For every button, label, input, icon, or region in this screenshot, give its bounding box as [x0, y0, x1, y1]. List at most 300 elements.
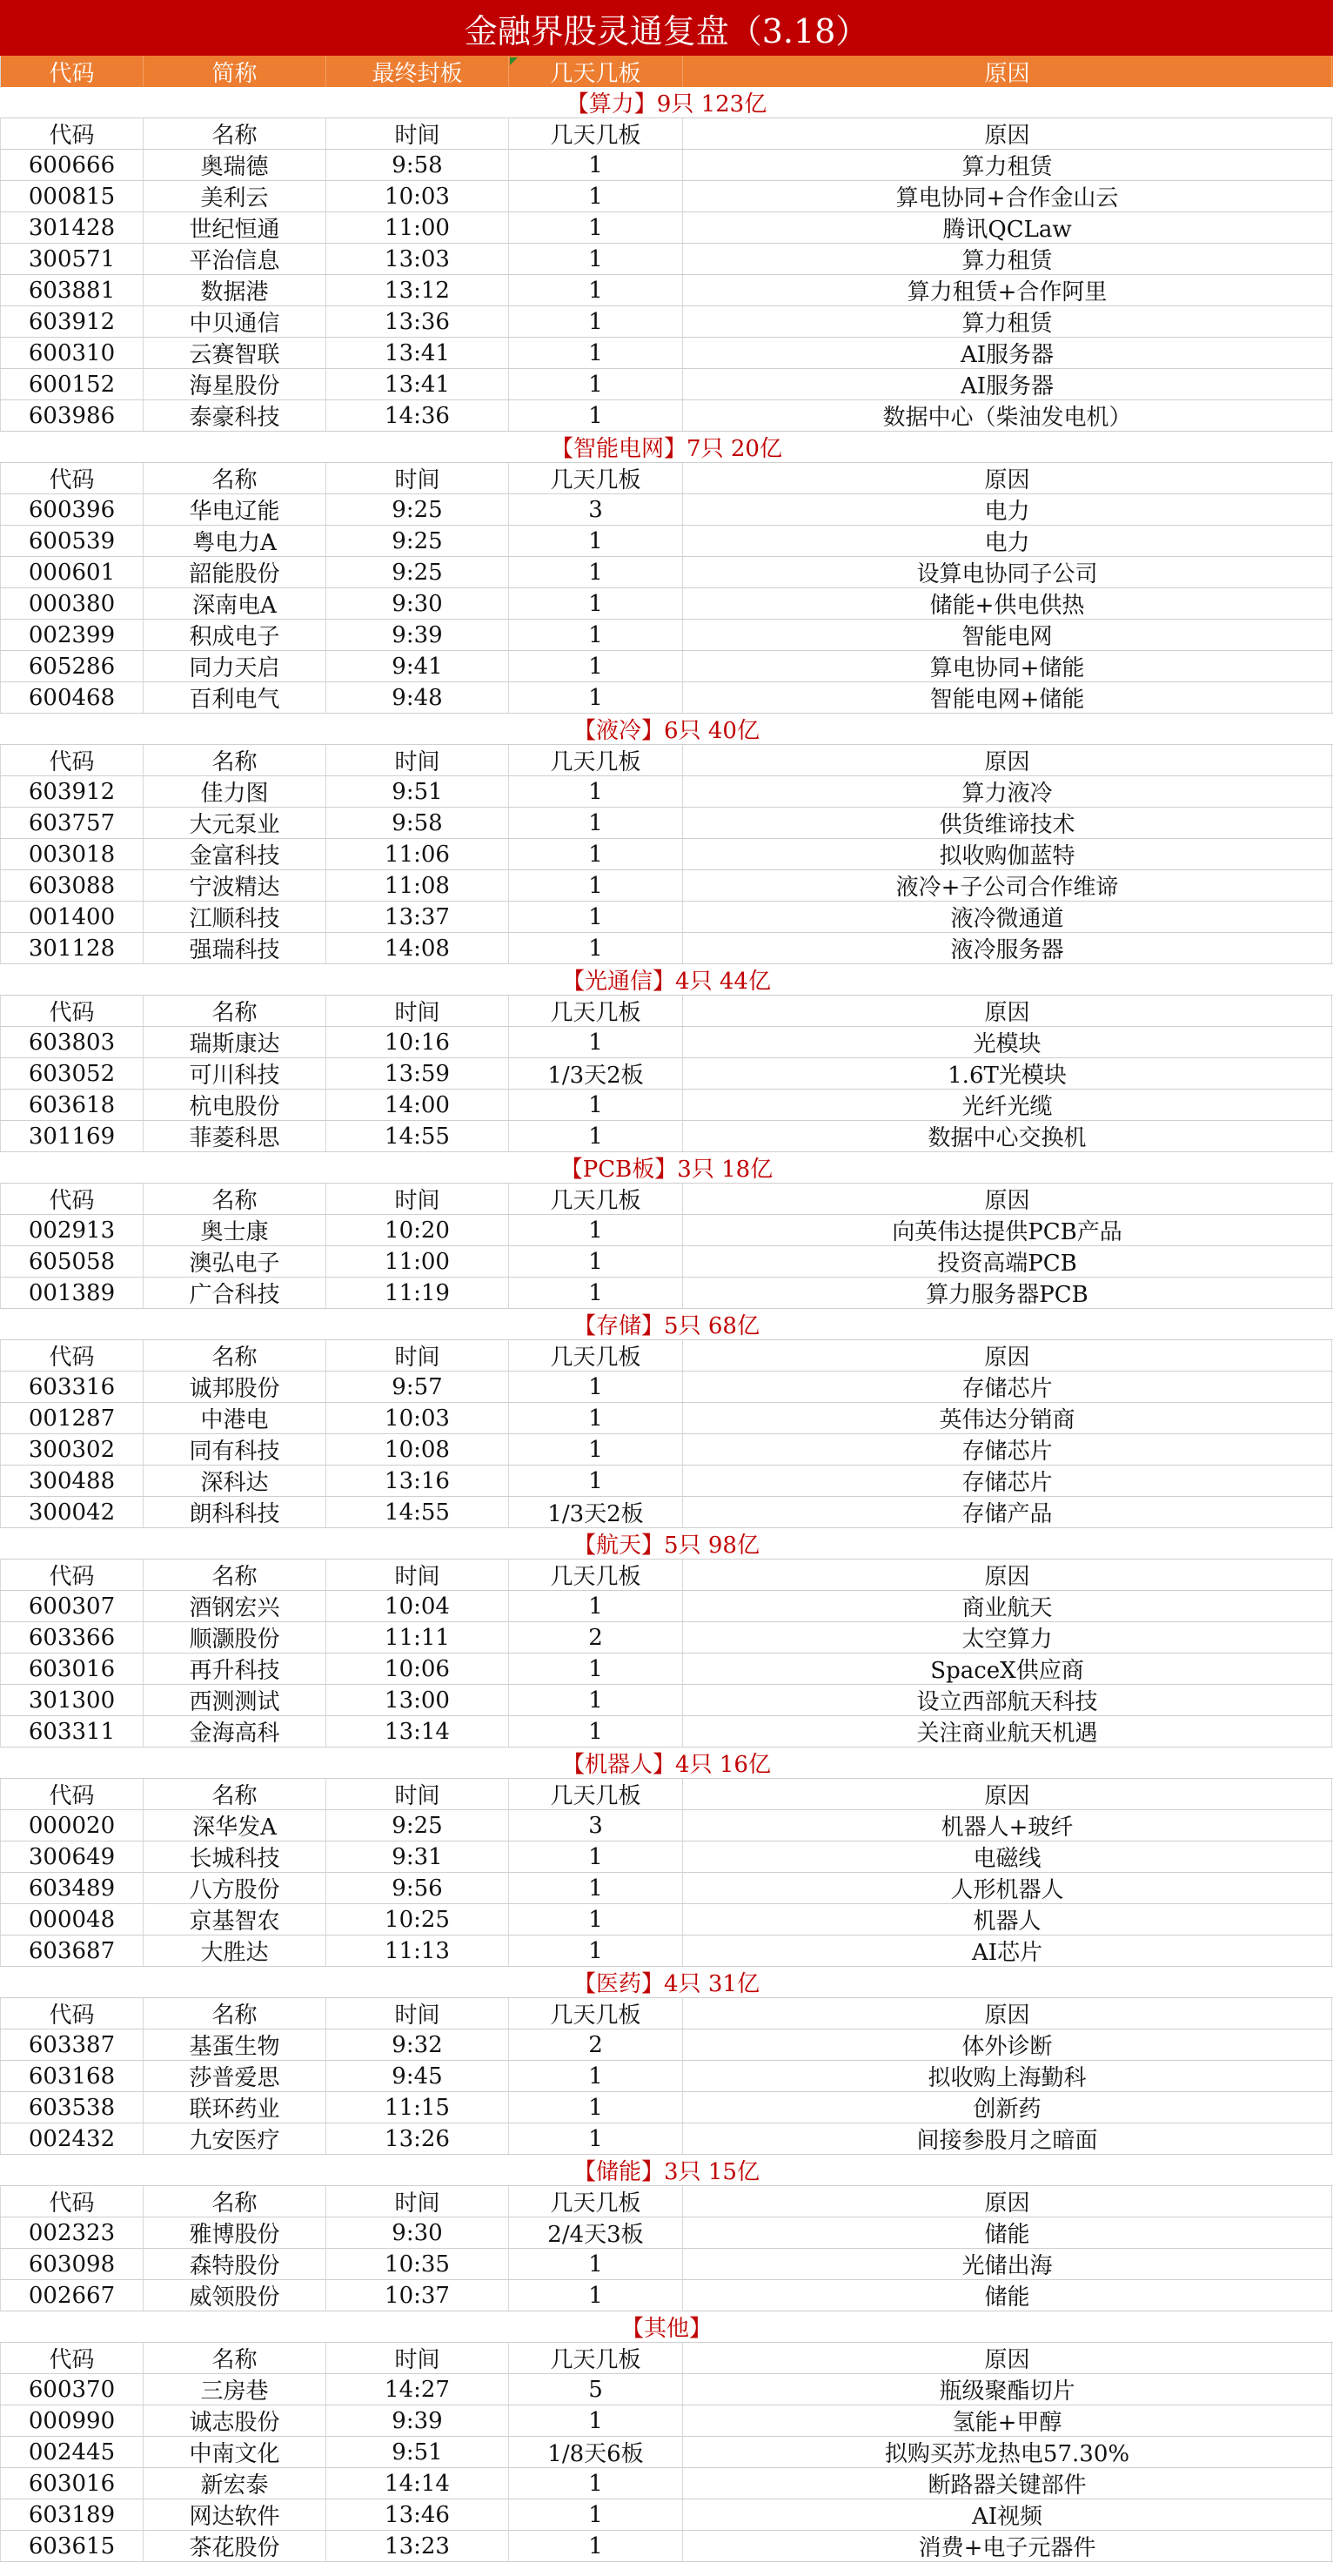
reason-cell: 算力租赁	[683, 244, 1332, 274]
header-board-count: 几天几板	[509, 56, 683, 87]
subheader-board-count: 几天几板	[509, 1998, 683, 2029]
name-cell: 菲菱科思	[144, 1121, 326, 1151]
sector-column-header	[0, 996, 1333, 1027]
code-cell: 600310	[0, 338, 144, 368]
name-cell: 深华发A	[144, 1810, 326, 1841]
code-cell: 603052	[0, 1058, 144, 1089]
name-cell: 平治信息	[144, 244, 326, 274]
reason-cell: 创新药	[683, 2092, 1332, 2123]
subheader-board-count: 几天几板	[509, 1340, 683, 1371]
name-cell: 顺灏股份	[144, 1622, 326, 1653]
subheader-code: 代码	[0, 2186, 144, 2217]
time-cell: 13:26	[326, 2123, 509, 2154]
time-cell: 11:13	[326, 1935, 509, 1966]
board-count-cell: 1	[509, 870, 683, 901]
board-count-cell: 1	[509, 682, 683, 713]
name-cell: 大胜达	[144, 1935, 326, 1966]
reason-cell: 算力液冷	[683, 776, 1332, 807]
board-count-cell: 1	[509, 244, 683, 274]
table-row	[0, 1215, 1333, 1246]
board-count-cell: 1	[509, 526, 683, 556]
subheader-name: 名称	[144, 463, 326, 493]
name-cell: 诚邦股份	[144, 1372, 326, 1402]
board-count-cell: 1	[509, 275, 683, 305]
name-cell: 长城科技	[144, 1841, 326, 1872]
name-cell: 粤电力A	[144, 526, 326, 556]
table-row	[0, 808, 1333, 839]
subheader-reason: 原因	[683, 2343, 1332, 2373]
board-count-cell: 1/3天2板	[509, 1497, 683, 1527]
name-cell: 奥瑞德	[144, 150, 326, 180]
table-row	[0, 181, 1333, 212]
name-cell: 雅博股份	[144, 2217, 326, 2248]
subheader-reason: 原因	[683, 2186, 1332, 2217]
board-count-cell: 1	[509, 212, 683, 243]
time-cell: 13:12	[326, 275, 509, 305]
sector-column-header	[0, 745, 1333, 776]
table-row	[0, 902, 1333, 933]
time-cell: 14:36	[326, 400, 509, 431]
reason-cell: 存储芯片	[683, 1372, 1332, 1402]
sector-title: 【机器人】4只 16亿	[0, 1748, 1333, 1779]
reason-cell: AI服务器	[683, 369, 1332, 399]
board-count-cell: 1	[509, 2531, 683, 2561]
subheader-time: 时间	[326, 1779, 509, 1809]
table-row	[0, 1058, 1333, 1090]
time-cell: 11:19	[326, 1278, 509, 1308]
subheader-board-count: 几天几板	[509, 1560, 683, 1590]
board-count-cell: 1	[509, 902, 683, 932]
time-cell: 11:00	[326, 212, 509, 243]
name-cell: 京基智农	[144, 1904, 326, 1935]
reason-cell: 商业航天	[683, 1591, 1332, 1621]
subheader-reason: 原因	[683, 118, 1332, 149]
name-cell: 泰豪科技	[144, 400, 326, 431]
table-row	[0, 682, 1333, 714]
reason-cell: 机器人+玻纤	[683, 1810, 1332, 1841]
board-count-cell: 1	[509, 1904, 683, 1935]
subheader-name: 名称	[144, 2186, 326, 2217]
time-cell: 9:48	[326, 682, 509, 713]
code-cell: 301128	[0, 933, 144, 963]
code-cell: 301428	[0, 212, 144, 243]
board-count-cell: 1	[509, 2123, 683, 2154]
table-row	[0, 1434, 1333, 1466]
board-count-cell: 1	[509, 369, 683, 399]
board-count-cell: 1	[509, 181, 683, 211]
subheader-name: 名称	[144, 1340, 326, 1371]
subheader-code: 代码	[0, 118, 144, 149]
code-cell: 603088	[0, 870, 144, 901]
time-cell: 9:30	[326, 2217, 509, 2248]
time-cell: 14:55	[326, 1497, 509, 1527]
reason-cell: 数据中心交换机	[683, 1121, 1332, 1151]
code-cell: 603912	[0, 306, 144, 337]
name-cell: 深南电A	[144, 588, 326, 619]
name-cell: 瑞斯康达	[144, 1027, 326, 1057]
reason-cell: 关注商业航天机遇	[683, 1716, 1332, 1747]
table-row	[0, 1246, 1333, 1278]
code-cell: 603757	[0, 808, 144, 838]
sector-title: 【存储】5只 68亿	[0, 1309, 1333, 1340]
name-cell: 澳弘电子	[144, 1246, 326, 1277]
time-cell: 14:55	[326, 1121, 509, 1151]
table-row	[0, 1372, 1333, 1403]
time-cell: 10:16	[326, 1027, 509, 1057]
sector-title: 【光通信】4只 44亿	[0, 964, 1333, 996]
name-cell: 美利云	[144, 181, 326, 211]
time-cell: 10:04	[326, 1591, 509, 1621]
table-row	[0, 1810, 1333, 1841]
time-cell: 9:39	[326, 620, 509, 650]
subheader-name: 名称	[144, 1779, 326, 1809]
time-cell: 9:30	[326, 588, 509, 619]
board-count-cell: 1	[509, 839, 683, 869]
sector-column-header	[0, 1779, 1333, 1810]
board-count-cell: 1	[509, 557, 683, 587]
table-row	[0, 2405, 1333, 2437]
reason-cell: 人形机器人	[683, 1873, 1332, 1903]
subheader-name: 名称	[144, 996, 326, 1026]
time-cell: 14:08	[326, 933, 509, 963]
subheader-board-count: 几天几板	[509, 1779, 683, 1809]
board-count-cell: 1	[509, 2499, 683, 2530]
code-cell: 603615	[0, 2531, 144, 2561]
code-cell: 603489	[0, 1873, 144, 1903]
code-cell: 000380	[0, 588, 144, 619]
reason-cell: 智能电网	[683, 620, 1332, 650]
name-cell: 宁波精达	[144, 870, 326, 901]
subheader-board-count: 几天几板	[509, 118, 683, 149]
code-cell: 603016	[0, 2468, 144, 2499]
board-count-cell: 1	[509, 776, 683, 807]
table-row	[0, 1027, 1333, 1058]
board-count-cell: 1	[509, 1403, 683, 1433]
table-row	[0, 1090, 1333, 1121]
table-row	[0, 338, 1333, 369]
code-cell: 603098	[0, 2249, 144, 2279]
time-cell: 9:25	[326, 557, 509, 587]
code-cell: 000048	[0, 1904, 144, 1935]
code-cell: 000020	[0, 1810, 144, 1841]
table-row	[0, 2437, 1333, 2468]
subheader-reason: 原因	[683, 1340, 1332, 1371]
code-cell: 002323	[0, 2217, 144, 2248]
name-cell: 森特股份	[144, 2249, 326, 2279]
sector-title: 【储能】3只 15亿	[0, 2155, 1333, 2186]
subheader-code: 代码	[0, 1340, 144, 1371]
table-row	[0, 2374, 1333, 2405]
subheader-reason: 原因	[683, 1560, 1332, 1590]
sector-column-header	[0, 2343, 1333, 2374]
time-cell: 9:51	[326, 776, 509, 807]
sector-column-header	[0, 463, 1333, 494]
table-row	[0, 400, 1333, 432]
time-cell: 9:25	[326, 494, 509, 525]
subheader-board-count: 几天几板	[509, 2343, 683, 2373]
sector-title: 【智能电网】7只 20亿	[0, 432, 1333, 463]
board-count-cell: 1	[509, 1466, 683, 1496]
board-count-cell: 1	[509, 588, 683, 619]
code-cell: 300042	[0, 1497, 144, 1527]
table-row	[0, 776, 1333, 808]
reason-cell: 算力服务器PCB	[683, 1278, 1332, 1308]
subheader-code: 代码	[0, 2343, 144, 2373]
table-row	[0, 839, 1333, 870]
table-row	[0, 306, 1333, 338]
subheader-time: 时间	[326, 1560, 509, 1590]
table-row	[0, 588, 1333, 620]
subheader-time: 时间	[326, 996, 509, 1026]
reason-cell: AI芯片	[683, 1935, 1332, 1966]
time-cell: 13:14	[326, 1716, 509, 1747]
subheader-board-count: 几天几板	[509, 996, 683, 1026]
board-count-cell: 1	[509, 808, 683, 838]
time-cell: 13:03	[326, 244, 509, 274]
name-cell: 中港电	[144, 1403, 326, 1433]
table-row	[0, 369, 1333, 400]
board-count-cell: 1	[509, 651, 683, 681]
table-row	[0, 2029, 1333, 2061]
subheader-time: 时间	[326, 1184, 509, 1214]
time-cell: 13:00	[326, 1685, 509, 1715]
subheader-time: 时间	[326, 1998, 509, 2029]
time-cell: 10:25	[326, 1904, 509, 1935]
name-cell: 同力天启	[144, 651, 326, 681]
reason-cell: 间接参股月之暗面	[683, 2123, 1332, 2154]
code-cell: 600539	[0, 526, 144, 556]
sector-title: 【PCB板】3只 18亿	[0, 1152, 1333, 1184]
name-cell: 奥士康	[144, 1215, 326, 1245]
name-cell: 茶花股份	[144, 2531, 326, 2561]
reason-cell: 算力租赁	[683, 306, 1332, 337]
time-cell: 11:15	[326, 2092, 509, 2123]
subheader-board-count: 几天几板	[509, 1184, 683, 1214]
code-cell: 000990	[0, 2405, 144, 2436]
reason-cell: 液冷服务器	[683, 933, 1332, 963]
table-row	[0, 494, 1333, 526]
table-row	[0, 1497, 1333, 1528]
subheader-code: 代码	[0, 1998, 144, 2029]
board-count-cell: 1	[509, 1090, 683, 1120]
table-row	[0, 2092, 1333, 2123]
subheader-board-count: 几天几板	[509, 2186, 683, 2217]
time-cell: 10:35	[326, 2249, 509, 2279]
reason-cell: 拟收购上海勤科	[683, 2061, 1332, 2091]
sector-title: 【液冷】6只 40亿	[0, 714, 1333, 745]
time-cell: 13:41	[326, 369, 509, 399]
name-cell: 佳力图	[144, 776, 326, 807]
code-cell: 605286	[0, 651, 144, 681]
name-cell: 威领股份	[144, 2280, 326, 2311]
reason-cell: 向英伟达提供PCB产品	[683, 1215, 1332, 1245]
name-cell: 再升科技	[144, 1654, 326, 1684]
board-count-cell: 1	[509, 2249, 683, 2279]
subheader-name: 名称	[144, 1560, 326, 1590]
reason-cell: 电力	[683, 526, 1332, 556]
table-row	[0, 557, 1333, 588]
name-cell: 基蛋生物	[144, 2029, 326, 2060]
board-count-cell: 1/8天6板	[509, 2437, 683, 2467]
board-count-cell: 1	[509, 338, 683, 368]
reason-cell: 体外诊断	[683, 2029, 1332, 2060]
board-count-cell: 1	[509, 1278, 683, 1308]
time-cell: 9:58	[326, 150, 509, 180]
code-cell: 603618	[0, 1090, 144, 1120]
name-cell: 积成电子	[144, 620, 326, 650]
reason-cell: 腾讯QCLaw	[683, 212, 1332, 243]
code-cell: 600152	[0, 369, 144, 399]
board-count-cell: 1	[509, 2280, 683, 2311]
reason-cell: 1.6T光模块	[683, 1058, 1332, 1089]
table-row	[0, 2123, 1333, 2155]
name-cell: 可川科技	[144, 1058, 326, 1089]
table-row	[0, 1935, 1333, 1967]
name-cell: 八方股份	[144, 1873, 326, 1903]
time-cell: 9:58	[326, 808, 509, 838]
reason-cell: 设立西部航天科技	[683, 1685, 1332, 1715]
name-cell: 九安医疗	[144, 2123, 326, 2154]
board-count-cell: 2	[509, 2029, 683, 2060]
sector-column-header	[0, 1340, 1333, 1372]
subheader-name: 名称	[144, 1184, 326, 1214]
time-cell: 14:27	[326, 2374, 509, 2405]
reason-cell: 电磁线	[683, 1841, 1332, 1872]
time-cell: 10:20	[326, 1215, 509, 1245]
board-count-cell: 1/3天2板	[509, 1058, 683, 1089]
reason-cell: 电力	[683, 494, 1332, 525]
name-cell: 大元泵业	[144, 808, 326, 838]
subheader-code: 代码	[0, 745, 144, 775]
time-cell: 11:06	[326, 839, 509, 869]
board-count-cell: 1	[509, 1591, 683, 1621]
time-cell: 9:41	[326, 651, 509, 681]
time-cell: 11:08	[326, 870, 509, 901]
name-cell: 强瑞科技	[144, 933, 326, 963]
reason-cell: 太空算力	[683, 1622, 1332, 1653]
code-cell: 002913	[0, 1215, 144, 1245]
subheader-time: 时间	[326, 745, 509, 775]
subheader-time: 时间	[326, 2186, 509, 2217]
code-cell: 600666	[0, 150, 144, 180]
code-cell: 003018	[0, 839, 144, 869]
reason-cell: 机器人	[683, 1904, 1332, 1935]
reason-cell: 设算电协同子公司	[683, 557, 1332, 587]
table-row	[0, 1622, 1333, 1654]
code-cell: 603881	[0, 275, 144, 305]
code-cell: 603311	[0, 1716, 144, 1747]
reason-cell: 算电协同+储能	[683, 651, 1332, 681]
subheader-reason: 原因	[683, 745, 1332, 775]
table-row	[0, 150, 1333, 181]
reason-cell: 算力租赁+合作阿里	[683, 275, 1332, 305]
reason-cell: 消费+电子元器件	[683, 2531, 1332, 2561]
sector-title: 【算力】9只 123亿	[0, 87, 1333, 118]
reason-cell: 存储芯片	[683, 1434, 1332, 1465]
time-cell: 13:16	[326, 1466, 509, 1496]
code-cell: 603366	[0, 1622, 144, 1653]
code-cell: 603387	[0, 2029, 144, 2060]
board-count-cell: 1	[509, 1654, 683, 1684]
time-cell: 9:57	[326, 1372, 509, 1402]
time-cell: 10:08	[326, 1434, 509, 1465]
cell-comment-marker	[510, 57, 518, 65]
time-cell: 9:32	[326, 2029, 509, 2060]
header-reason: 原因	[683, 56, 1332, 87]
board-count-cell: 1	[509, 1841, 683, 1872]
table-row	[0, 275, 1333, 306]
code-cell: 600370	[0, 2374, 144, 2405]
reason-cell: 拟收购伽蓝特	[683, 839, 1332, 869]
sector-column-header	[0, 2186, 1333, 2217]
code-cell: 002667	[0, 2280, 144, 2311]
reason-cell: 供货维谛技术	[683, 808, 1332, 838]
board-count-cell: 1	[509, 933, 683, 963]
reason-cell: AI视频	[683, 2499, 1332, 2530]
table-row	[0, 1591, 1333, 1622]
reason-cell: 液冷微通道	[683, 902, 1332, 932]
code-cell: 603538	[0, 2092, 144, 2123]
reason-cell: 存储芯片	[683, 1466, 1332, 1496]
subheader-name: 名称	[144, 118, 326, 149]
code-cell: 001400	[0, 902, 144, 932]
board-count-cell: 3	[509, 494, 683, 525]
column-header-row	[0, 56, 1333, 87]
table-row	[0, 1904, 1333, 1935]
code-cell: 002432	[0, 2123, 144, 2154]
code-cell: 605058	[0, 1246, 144, 1277]
name-cell: 江顺科技	[144, 902, 326, 932]
sector-title: 【航天】5只 98亿	[0, 1528, 1333, 1560]
sector-list	[0, 87, 1333, 2562]
sector-column-header	[0, 1998, 1333, 2029]
table-row	[0, 1654, 1333, 1685]
board-count-cell: 2/4天3板	[509, 2217, 683, 2248]
code-cell: 301169	[0, 1121, 144, 1151]
subheader-board-count: 几天几板	[509, 745, 683, 775]
subheader-code: 代码	[0, 1560, 144, 1590]
code-cell: 000601	[0, 557, 144, 587]
name-cell: 三房巷	[144, 2374, 326, 2405]
board-count-cell: 1	[509, 2092, 683, 2123]
name-cell: 同有科技	[144, 1434, 326, 1465]
reason-cell: 投资高端PCB	[683, 1246, 1332, 1277]
board-count-cell: 1	[509, 1935, 683, 1966]
name-cell: 中南文化	[144, 2437, 326, 2467]
reason-cell: 算力租赁	[683, 150, 1332, 180]
sector-column-header	[0, 1184, 1333, 1215]
name-cell: 海星股份	[144, 369, 326, 399]
time-cell: 9:51	[326, 2437, 509, 2467]
code-cell: 603168	[0, 2061, 144, 2091]
time-cell: 13:41	[326, 338, 509, 368]
board-count-cell: 1	[509, 620, 683, 650]
board-count-cell: 1	[509, 2405, 683, 2436]
board-count-cell: 1	[509, 2468, 683, 2499]
board-count-cell: 1	[509, 1873, 683, 1903]
reason-cell: 瓶级聚酯切片	[683, 2374, 1332, 2405]
board-count-cell: 1	[509, 1215, 683, 1245]
code-cell: 002399	[0, 620, 144, 650]
board-count-cell: 5	[509, 2374, 683, 2405]
code-cell: 603912	[0, 776, 144, 807]
subheader-time: 时间	[326, 463, 509, 493]
reason-cell: 存储产品	[683, 1497, 1332, 1527]
code-cell: 001287	[0, 1403, 144, 1433]
table-row	[0, 526, 1333, 557]
table-row	[0, 1716, 1333, 1748]
time-cell: 14:00	[326, 1090, 509, 1120]
